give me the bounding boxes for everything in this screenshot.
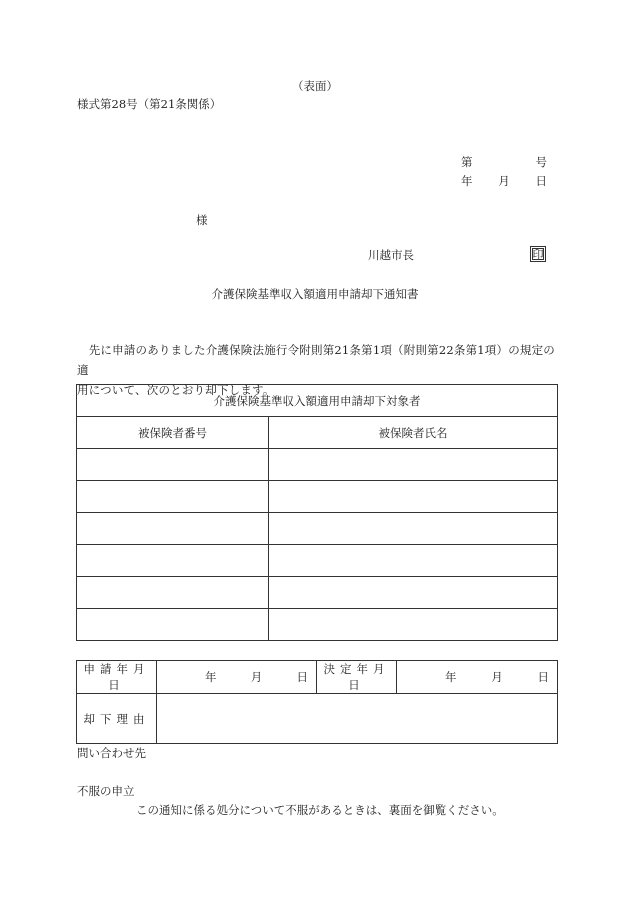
table-row [77,545,558,577]
application-date-label: 申請年月日 [77,661,157,694]
date-month: 月 [491,670,503,684]
column-insured-name: 被保険者氏名 [269,417,558,449]
insured-number-cell [77,481,269,513]
date-month: 月 [250,670,263,684]
page-side-label: （表面） [292,79,338,93]
addressee: 様 [196,213,208,227]
number-suffix: 号 [535,155,547,169]
objection-text: この通知に係る処分について不服があるときは、裏面を御覧ください。 [136,803,504,817]
insured-number-cell [77,513,269,545]
issue-date-field [461,173,547,189]
notice-line-1: 先に申請のありました介護保険法施行令附則第21条第1項（附則第22条第1項）の規定の適 [77,343,555,377]
table-row [77,481,558,513]
rejection-reason-value [157,694,558,744]
number-prefix: 第 [461,155,473,169]
issuer-name: 川越市長 [368,248,414,262]
insured-number-cell [77,545,269,577]
table-caption: 介護保険基準収入額適用申請却下対象者 [77,385,558,417]
inquiry-contact: 問い合わせ先 [77,746,146,760]
insured-number-cell [77,577,269,609]
notice-line-2: 用について、次のとおり却下します。 [77,383,275,397]
date-year: 年 [445,670,457,684]
date-day: 日 [537,670,549,684]
insured-number-cell [77,609,269,641]
table-row [77,513,558,545]
insured-name-cell [269,481,558,513]
table-row [77,449,558,481]
date-month: 月 [498,174,510,188]
form-number: 様式第28号（第21条関係） [77,97,222,111]
date-day: 日 [296,670,308,684]
insured-name-cell [269,609,558,641]
application-date-value [157,661,317,694]
decision-date-label: 決定年月日 [317,661,397,694]
insured-name-cell [269,513,558,545]
table-caption-row [77,385,558,417]
insured-name-cell [269,577,558,609]
dates-row [77,661,558,694]
document-title: 介護保険基準収入額適用申請却下通知書 [211,287,419,301]
insured-number-cell [77,449,269,481]
insured-name-cell [269,449,558,481]
reason-row [77,694,558,744]
table-row [77,609,558,641]
decision-date-value [397,661,558,694]
rejection-reason-label: 却下理由 [77,694,157,744]
insured-name-cell [269,545,558,577]
subjects-table [76,384,558,641]
table-header-row [77,417,558,449]
date-year: 年 [461,174,473,188]
table-row [77,577,558,609]
document-number-field [461,154,547,170]
objection-heading: 不服の申立 [77,784,135,798]
date-year: 年 [205,670,217,684]
seal-stamp: 印 [530,246,546,262]
date-day: 日 [535,174,547,188]
column-insured-number: 被保険者番号 [77,417,269,449]
decision-table [76,660,558,744]
